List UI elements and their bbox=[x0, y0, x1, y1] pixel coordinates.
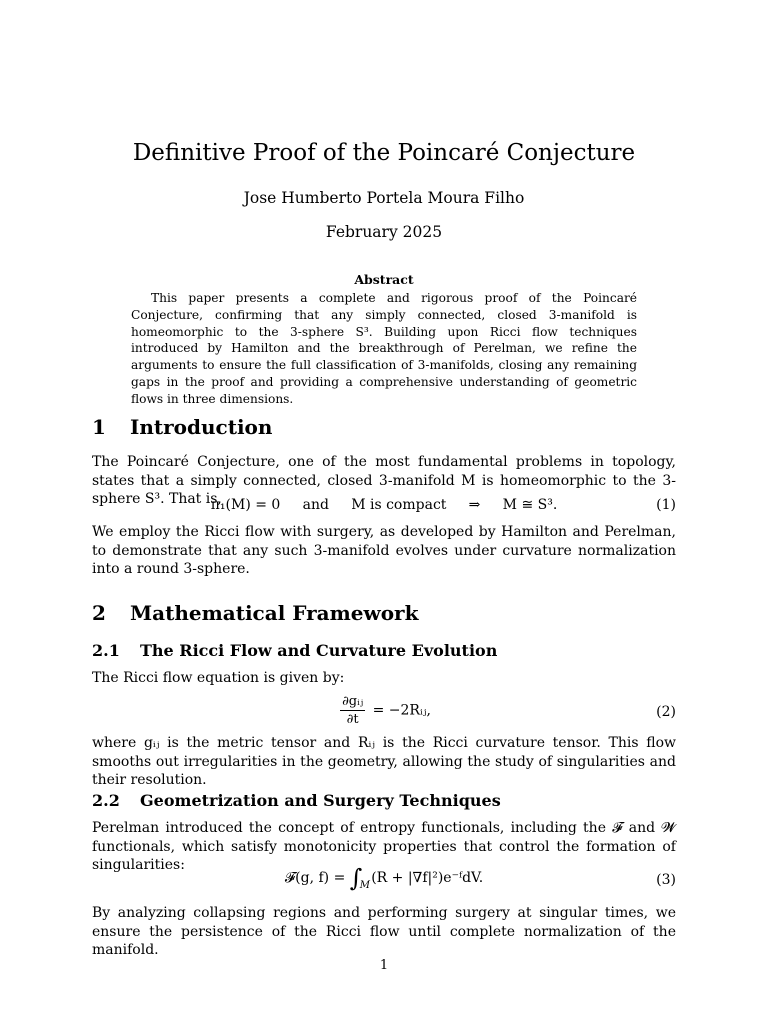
integral-sign: ∫ bbox=[349, 864, 363, 892]
paper-title: Definitive Proof of the Poincaré Conjecture bbox=[132, 140, 636, 166]
equation-2-tag: (2) bbox=[656, 704, 676, 720]
subsection-number: 2.1 bbox=[92, 641, 120, 660]
equation-3-tag: (3) bbox=[656, 872, 676, 888]
equation-2-body bbox=[92, 694, 676, 727]
eq3-integral: ∫ M bbox=[349, 864, 371, 892]
page-number: 1 bbox=[379, 958, 389, 973]
subsection-heading-geometrization bbox=[92, 790, 501, 812]
section-title: Mathematical Framework bbox=[130, 601, 419, 625]
abstract-text: This paper presents a complete and rigorous proof of the Poincaré Conjecture, confirming that any simply connected, closed 3-manifold is homeomorphic to the 3-sphere S³. Building upon Ricci flow techniques introduced by Hamilton and the breakthrough of Perelman, we refine the arguments to ensure the full classification of 3-manifolds, closing any remaining gaps in the proof and providing a comprehensive understanding of geometric flows in three dimensions. bbox=[131, 291, 637, 406]
section-heading-framework bbox=[92, 600, 418, 626]
geometrization-paragraph-1: Perelman introduced the concept of entropy functionals, including the 𝓕 and 𝓦 functionals, which satisfy monotonicity properties that control the formation of singularities: bbox=[92, 820, 676, 874]
eq1-and: and bbox=[302, 497, 329, 513]
eq2-fraction bbox=[340, 694, 365, 727]
ricci-paragraph-1: The Ricci flow equation is given by: bbox=[92, 670, 345, 686]
paper-date: February 2025 bbox=[325, 223, 443, 241]
section-heading-introduction bbox=[92, 414, 272, 440]
paper-author: Jose Humberto Portela Moura Filho bbox=[243, 189, 525, 207]
section-number: 1 bbox=[92, 415, 106, 439]
subsection-number: 2.2 bbox=[92, 791, 120, 810]
abstract-body bbox=[131, 290, 637, 408]
eq3-integrand: (R + |∇f|²)e⁻ᶠdV. bbox=[371, 870, 484, 886]
equation-1 bbox=[92, 497, 676, 521]
equation-1-tag: (1) bbox=[656, 497, 676, 513]
eq1-rhs: M ≅ S³. bbox=[502, 497, 558, 513]
intro-paragraph-2: We employ the Ricci flow with surgery, as developed by Hamilton and Perelman, to demonstrate that any such 3-manifold evolves under curvature normalization into a round 3-sphere. bbox=[92, 524, 676, 578]
eq1-compact: M is compact bbox=[351, 497, 447, 513]
eq1-lhs: π₁(M) = 0 bbox=[210, 497, 281, 513]
equation-3-body bbox=[92, 864, 676, 892]
eq2-rhs: = −2Rᵢⱼ, bbox=[372, 702, 431, 719]
section-number: 2 bbox=[92, 601, 106, 625]
abstract-heading: Abstract bbox=[354, 272, 414, 287]
equation-3 bbox=[92, 864, 676, 900]
subsection-title: The Ricci Flow and Curvature Evolution bbox=[140, 641, 498, 660]
section-title: Introduction bbox=[130, 415, 273, 439]
ricci-paragraph-2: where gᵢⱼ is the metric tensor and Rᵢⱼ is the Ricci curvature tensor. This flow smooths out irregularities in the geometry, allowing the study of singularities and their resolution. bbox=[92, 735, 676, 789]
eq3-lhs: 𝓕(g, f) = bbox=[284, 870, 346, 886]
geometrization-paragraph-2: By analyzing collapsing regions and performing surgery at singular times, we ensure the persistence of the Ricci flow until complete normalization of the manifold. bbox=[92, 905, 676, 959]
eq1-arrow: ⇒ bbox=[468, 497, 481, 513]
eq2-numerator: ∂gᵢⱼ bbox=[342, 694, 364, 709]
subsection-title: Geometrization and Surgery Techniques bbox=[140, 791, 501, 810]
intro-paragraph-1: The Poincaré Conjecture, one of the most fundamental problems in topology, states that a simply connected, closed 3-manifold M is homeomorphic to the 3-sphere S³. That is, bbox=[92, 454, 676, 508]
eq2-denominator: ∂t bbox=[346, 712, 359, 727]
subsection-heading-ricci-flow bbox=[92, 640, 497, 662]
equation-1-body bbox=[92, 497, 676, 513]
equation-2 bbox=[92, 694, 676, 734]
